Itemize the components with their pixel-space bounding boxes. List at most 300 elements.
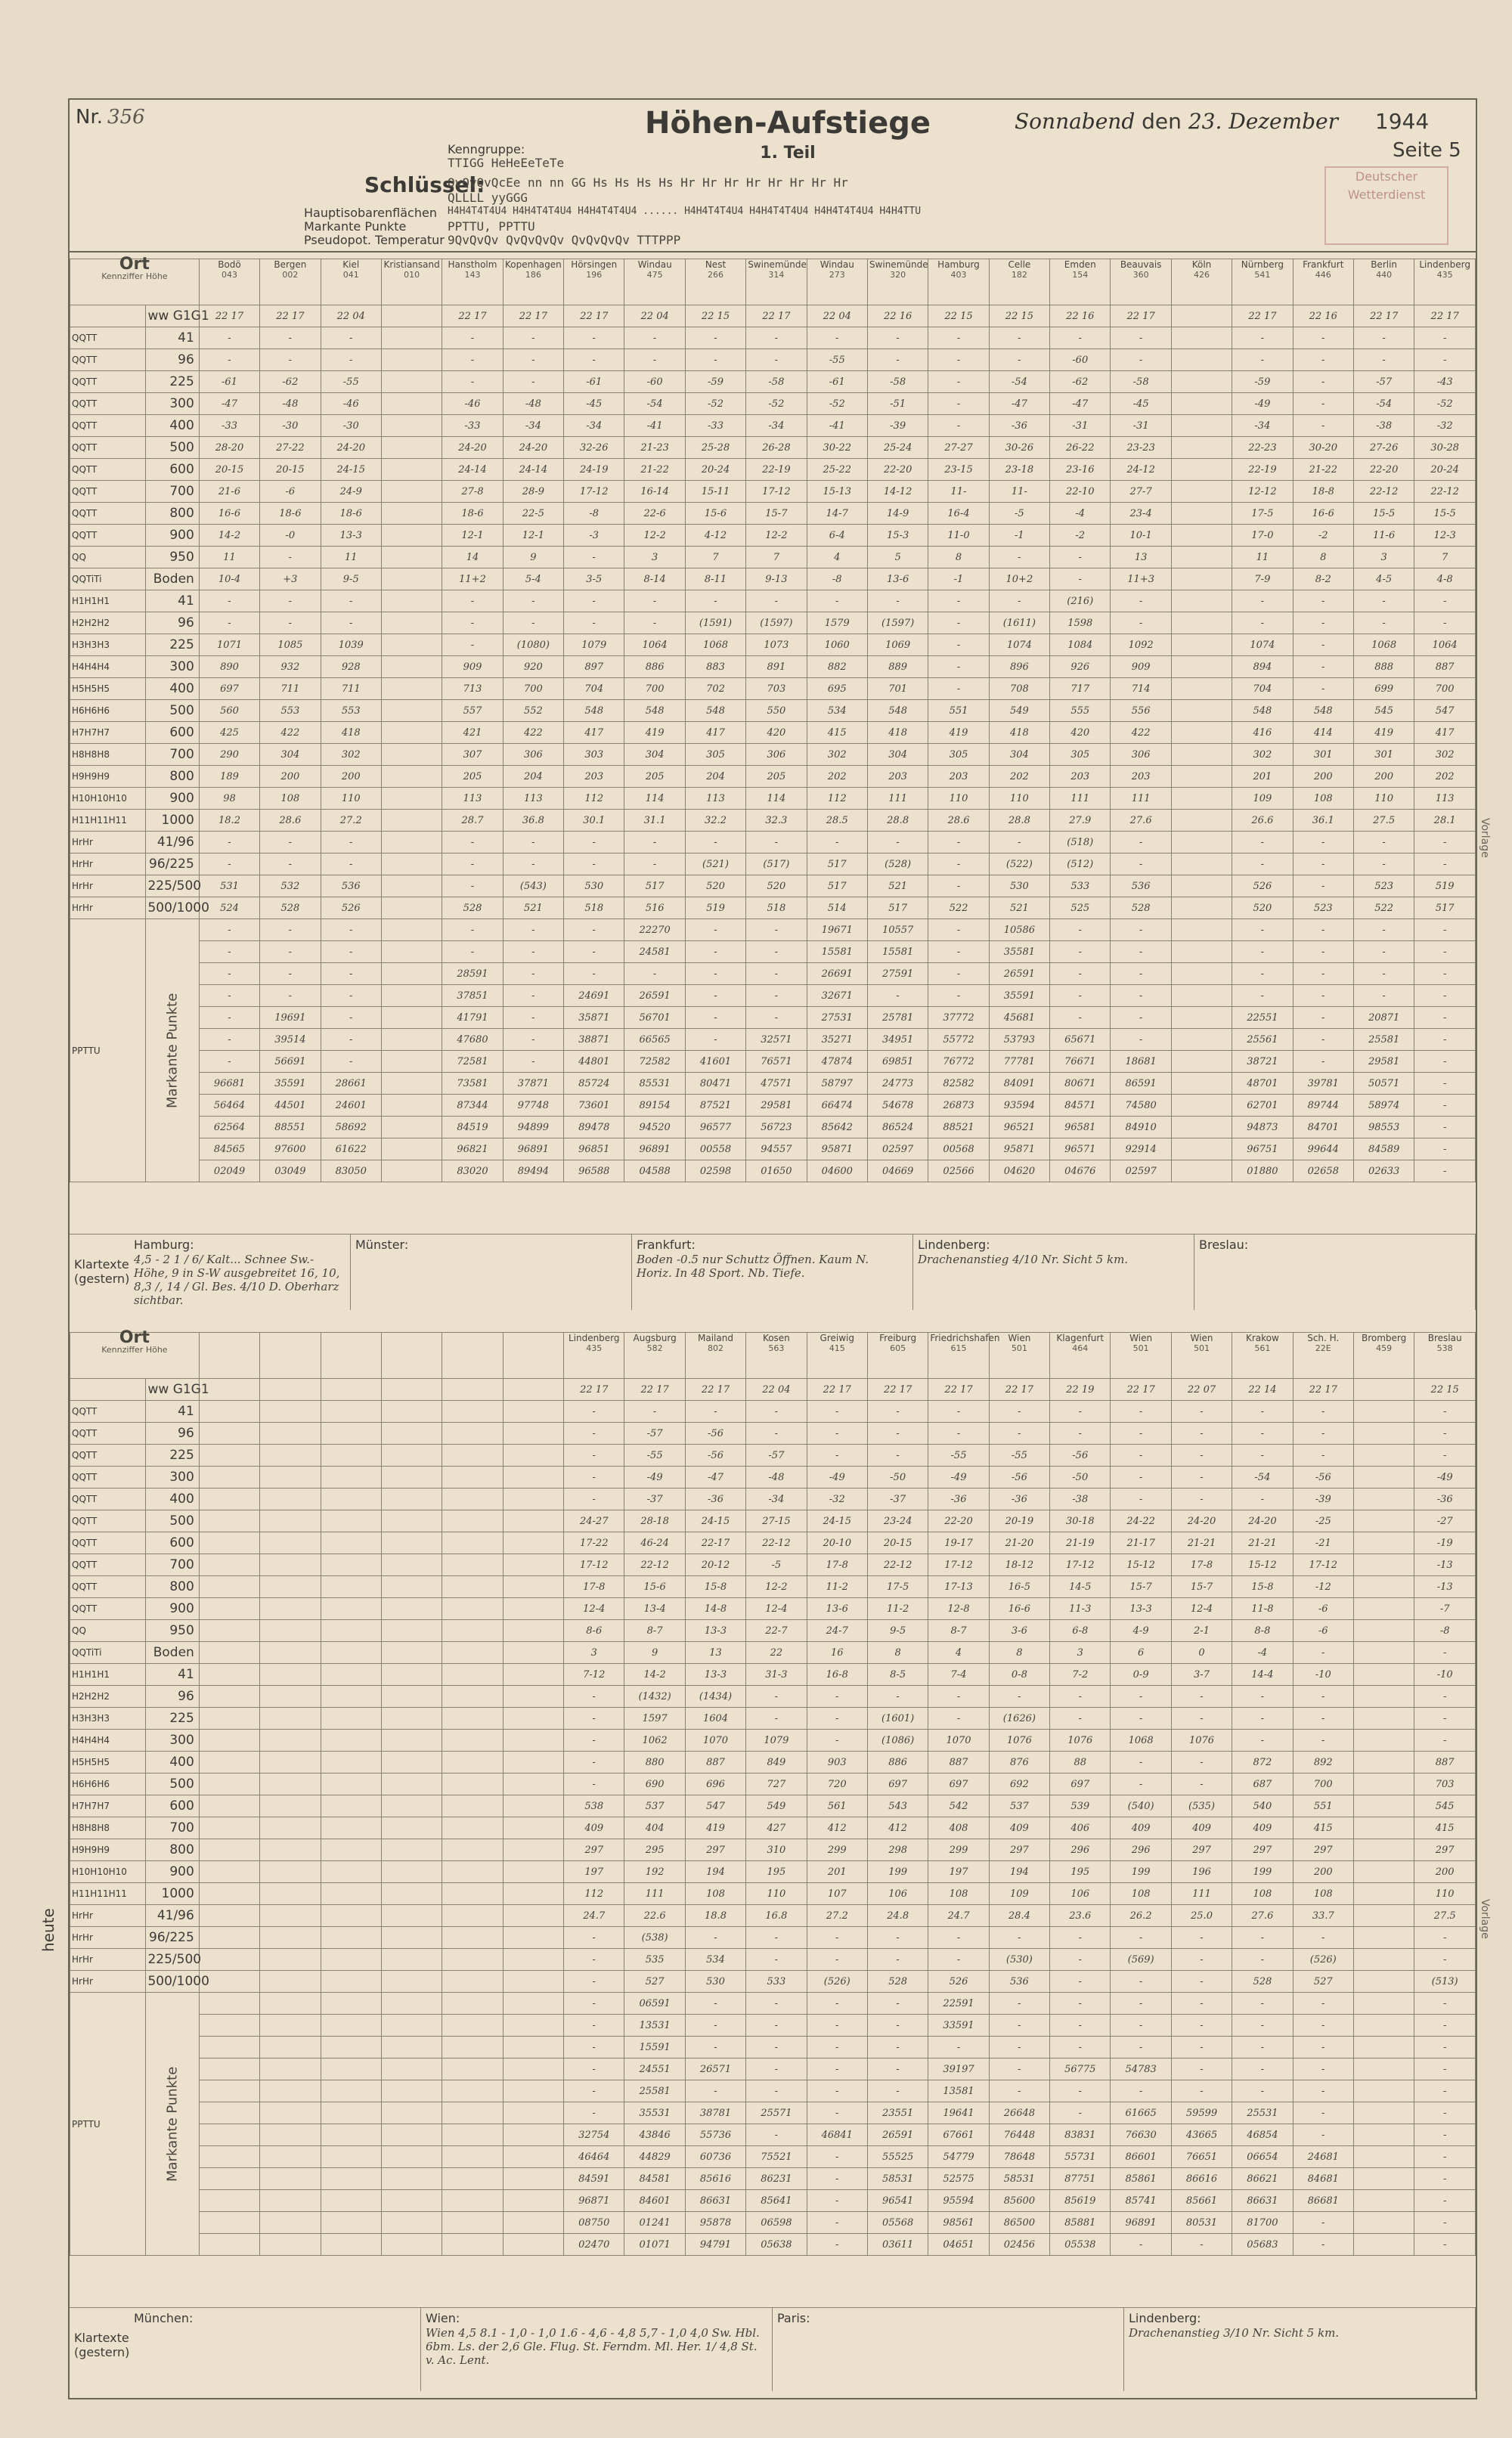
markante-cell: 24601	[321, 1095, 381, 1117]
value-cell: 849	[746, 1752, 807, 1774]
klartext-city: Breslau:	[1199, 1238, 1249, 1252]
value-cell: -49	[624, 1467, 685, 1489]
markante-cell: 04600	[807, 1160, 867, 1182]
empty-cell	[503, 1576, 563, 1598]
markante-cell: 18681	[1111, 1051, 1171, 1073]
value-cell: 22-19	[1232, 459, 1293, 481]
markante-cell: 56464	[199, 1095, 259, 1117]
value-cell: 7	[1414, 547, 1476, 568]
value-cell: 20-10	[807, 1532, 867, 1554]
value-cell: 203	[928, 766, 989, 788]
markante-cell: 66565	[624, 1029, 685, 1051]
markante-cell: 59599	[1171, 2102, 1232, 2124]
value-cell: 22 15	[1414, 1379, 1476, 1401]
markante-cell: 96577	[685, 1117, 745, 1138]
value-cell: 108	[1111, 1883, 1171, 1905]
markante-cell	[1171, 1160, 1232, 1182]
value-cell: -	[260, 349, 321, 371]
value-cell: -	[1111, 832, 1171, 853]
station-code: 541	[1254, 270, 1271, 280]
empty-cell	[442, 1927, 503, 1949]
value-cell	[1353, 1401, 1414, 1423]
value-cell: 557	[442, 700, 503, 722]
empty-cell	[321, 2102, 381, 2124]
markante-cell: -	[503, 941, 563, 963]
empty-cell	[381, 2102, 442, 2124]
value-cell: -	[1171, 1423, 1232, 1445]
station-header	[321, 259, 381, 305]
markante-cell: 10557	[867, 919, 928, 941]
value-cell: 21-6	[199, 481, 259, 503]
value-cell: -	[1293, 1686, 1353, 1708]
value-cell: 10-4	[199, 568, 259, 590]
row-label: 225	[146, 1708, 199, 1730]
station-name: Hanstholm	[448, 259, 497, 270]
value-cell: 21-22	[1293, 459, 1353, 481]
value-cell: 697	[1050, 1774, 1111, 1795]
value-cell: -	[746, 1401, 807, 1423]
value-cell: 702	[685, 678, 745, 700]
markante-cell	[381, 1095, 442, 1117]
value-cell: 421	[442, 722, 503, 744]
markante-cell: -	[1171, 2234, 1232, 2256]
row-label: 900	[146, 788, 199, 810]
value-cell: 3	[624, 547, 685, 568]
value-cell: -	[503, 612, 563, 634]
markante-cell: 61665	[1111, 2102, 1171, 2124]
value-cell: 1074	[989, 634, 1049, 656]
value-cell: 14-5	[1050, 1576, 1111, 1598]
empty-cell	[381, 1620, 442, 1642]
klartext-city: München:	[134, 2311, 194, 2325]
markante-cell: 87344	[442, 1095, 503, 1117]
empty-cell	[503, 2059, 563, 2080]
empty-cell	[442, 2059, 503, 2080]
value-cell	[381, 503, 442, 525]
value-cell: -	[807, 1927, 867, 1949]
station-header	[1414, 259, 1476, 305]
value-cell: 205	[442, 766, 503, 788]
value-cell: 28.8	[989, 810, 1049, 832]
markante-cell: 66474	[807, 1095, 867, 1117]
markante-cell: 04620	[989, 1160, 1049, 1182]
value-cell: 110	[1353, 788, 1414, 810]
page-title: Höhen-Aufstiege	[644, 106, 931, 141]
empty-cell	[503, 1379, 563, 1401]
value-cell: -13	[1414, 1576, 1476, 1598]
row-key: H4H4H4	[70, 656, 146, 678]
value-cell: -	[1232, 612, 1293, 634]
empty-cell	[381, 1774, 442, 1795]
station-code: 605	[890, 1343, 906, 1353]
empty-cell	[503, 1642, 563, 1664]
value-cell: -	[1111, 349, 1171, 371]
value-cell	[1353, 1423, 1414, 1445]
value-cell: 24-19	[564, 459, 624, 481]
klartext-box	[70, 1234, 351, 1310]
row-key: H6H6H6	[70, 700, 146, 722]
empty-cell	[321, 1971, 381, 1993]
value-cell: -	[1050, 547, 1111, 568]
value-cell: 8-5	[867, 1664, 928, 1686]
value-cell: 528	[867, 1971, 928, 1993]
empty-cell	[260, 2080, 321, 2102]
markante-cell: -	[1293, 941, 1353, 963]
value-cell: 27.9	[1050, 810, 1111, 832]
markante-cell: 94520	[624, 1117, 685, 1138]
row-key: HrHr	[70, 1949, 146, 1971]
value-cell: -	[1171, 1927, 1232, 1949]
value-cell: 25-22	[807, 459, 867, 481]
markante-cell	[1353, 2124, 1414, 2146]
markante-cell: 56691	[260, 1051, 321, 1073]
value-cell	[381, 371, 442, 393]
value-cell: -59	[1232, 371, 1293, 393]
markante-row	[70, 1160, 1476, 1182]
value-cell: -	[1171, 1971, 1232, 1993]
empty-cell	[381, 1730, 442, 1752]
value-cell: -21	[1293, 1532, 1353, 1554]
value-cell: 18.2	[199, 810, 259, 832]
klartext-box	[1124, 2308, 1476, 2391]
value-cell: 417	[564, 722, 624, 744]
row-key: H1H1H1	[70, 590, 146, 612]
markante-cell: -	[564, 919, 624, 941]
value-cell: -	[1111, 327, 1171, 349]
value-cell	[1171, 547, 1232, 568]
value-cell: -34	[746, 415, 807, 437]
row-key: HrHr	[70, 832, 146, 853]
value-cell: -	[260, 327, 321, 349]
value-cell: 113	[503, 788, 563, 810]
value-cell: -	[1414, 853, 1476, 875]
station-code: 563	[768, 1343, 785, 1353]
value-cell: -	[1293, 853, 1353, 875]
empty-cell	[260, 1971, 321, 1993]
value-cell: 17-8	[807, 1554, 867, 1576]
value-cell: -	[624, 349, 685, 371]
markante-cell: -	[564, 963, 624, 985]
empty-cell	[199, 2015, 259, 2037]
table-row	[70, 327, 1476, 349]
value-cell: 713	[442, 678, 503, 700]
empty-cell	[381, 1401, 442, 1423]
markante-cell: 96571	[1050, 1138, 1111, 1160]
markante-cell: 76571	[746, 1051, 807, 1073]
value-cell: 412	[807, 1817, 867, 1839]
value-cell: 21-17	[1111, 1532, 1171, 1554]
empty-cell	[381, 1861, 442, 1883]
value-cell: -	[807, 327, 867, 349]
value-cell: -	[1353, 327, 1414, 349]
row-label: 225/500	[146, 875, 199, 897]
row-label: 225	[146, 1445, 199, 1467]
value-cell: -25	[1293, 1510, 1353, 1532]
station-name: Hamburg	[937, 259, 980, 270]
value-cell: -54	[624, 393, 685, 415]
markante-cell: -	[685, 2080, 745, 2102]
markante-cell: 84910	[1111, 1117, 1171, 1138]
value-cell: -	[1232, 1423, 1293, 1445]
markante-cell: -	[807, 2234, 867, 2256]
value-cell: 18.8	[685, 1905, 745, 1927]
markante-cell: 48701	[1232, 1073, 1293, 1095]
value-cell: -33	[685, 415, 745, 437]
empty-cell	[321, 2080, 381, 2102]
markante-cell: 10586	[989, 919, 1049, 941]
value-cell	[1353, 1883, 1414, 1905]
row-key	[70, 1379, 146, 1401]
value-cell	[1171, 393, 1232, 415]
markante-cell: 96891	[624, 1138, 685, 1160]
empty-cell	[199, 1774, 259, 1795]
markante-cell: 77781	[989, 1051, 1049, 1073]
empty-cell	[442, 2015, 503, 2037]
value-cell: -	[321, 612, 381, 634]
value-cell: -6	[1293, 1598, 1353, 1620]
row-key: HrHr	[70, 853, 146, 875]
markante-cell: 85531	[624, 1073, 685, 1095]
value-cell: 302	[1414, 744, 1476, 766]
empty-cell	[321, 1489, 381, 1510]
value-cell: 523	[1293, 897, 1353, 919]
empty-cell	[260, 1401, 321, 1423]
station-header	[1353, 259, 1414, 305]
value-cell: 11-3	[1050, 1598, 1111, 1620]
row-label: 400	[146, 1752, 199, 1774]
value-cell: -	[1414, 349, 1476, 371]
markante-cell: -	[1171, 2059, 1232, 2080]
value-cell: -	[746, 327, 807, 349]
value-cell: 4	[807, 547, 867, 568]
page-number: Seite 5	[1393, 139, 1461, 162]
markante-cell: -	[1293, 2102, 1353, 2124]
value-cell: -	[685, 1401, 745, 1423]
value-cell: -	[1050, 1949, 1111, 1971]
value-cell: -	[1111, 853, 1171, 875]
value-cell: 926	[1050, 656, 1111, 678]
empty-cell	[199, 1401, 259, 1423]
value-cell	[381, 853, 442, 875]
value-cell: 11-2	[867, 1598, 928, 1620]
value-cell: 528	[1232, 1971, 1293, 1993]
value-cell: 8-8	[1232, 1620, 1293, 1642]
value-cell: 46-24	[624, 1532, 685, 1554]
value-cell: 24-20	[321, 437, 381, 459]
value-cell: 717	[1050, 678, 1111, 700]
row-key: QQTT	[70, 1598, 146, 1620]
value-cell: -43	[1414, 371, 1476, 393]
station-header	[1293, 259, 1353, 305]
empty-cell	[381, 1576, 442, 1598]
value-cell: 108	[260, 788, 321, 810]
empty-cell	[381, 2190, 442, 2212]
value-cell: -	[1293, 327, 1353, 349]
markante-cell: 86681	[1293, 2190, 1353, 2212]
row-label: 41	[146, 590, 199, 612]
markante-cell: 84581	[624, 2168, 685, 2190]
value-cell: 305	[685, 744, 745, 766]
markante-cell: 15581	[867, 941, 928, 963]
empty-cell	[199, 1598, 259, 1620]
station-header	[867, 259, 928, 305]
markante-cell: -	[1414, 963, 1476, 985]
empty-cell	[381, 1532, 442, 1554]
value-cell: -	[564, 1686, 624, 1708]
station-header	[1050, 1333, 1111, 1379]
table-row	[70, 1905, 1476, 1927]
row-key: QQTiTi	[70, 568, 146, 590]
markante-cell: 98561	[928, 2212, 989, 2234]
table-row	[70, 875, 1476, 897]
value-cell: -	[746, 1708, 807, 1730]
station-header	[928, 259, 989, 305]
station-name: Berlin	[1371, 259, 1398, 270]
row-label: 950	[146, 547, 199, 568]
value-cell: 556	[1111, 700, 1171, 722]
value-cell: -48	[260, 393, 321, 415]
value-cell: 297	[1414, 1839, 1476, 1861]
value-cell: 539	[1050, 1795, 1111, 1817]
row-key: H3H3H3	[70, 634, 146, 656]
value-cell: -61	[199, 371, 259, 393]
value-cell: -34	[564, 415, 624, 437]
value-cell	[1353, 1620, 1414, 1642]
value-cell: -	[564, 1489, 624, 1510]
markante-cell: 46464	[564, 2146, 624, 2168]
value-cell: 111	[1050, 788, 1111, 810]
value-cell: -	[928, 1927, 989, 1949]
value-cell: -57	[746, 1445, 807, 1467]
markante-cell: 34951	[867, 1029, 928, 1051]
value-cell: 704	[564, 678, 624, 700]
station-name: Swinemünde	[748, 259, 807, 270]
empty-cell	[503, 1467, 563, 1489]
table-row	[70, 1598, 1476, 1620]
markante-cell: -	[199, 919, 259, 941]
value-cell	[1353, 1752, 1414, 1774]
row-label: 800	[146, 766, 199, 788]
markante-cell: 26648	[989, 2102, 1049, 2124]
value-cell: 98	[199, 788, 259, 810]
value-cell: 28-18	[624, 1510, 685, 1532]
value-cell	[381, 415, 442, 437]
value-cell: 10-1	[1111, 525, 1171, 547]
value-cell: 708	[989, 678, 1049, 700]
value-cell: 22-20	[1353, 459, 1414, 481]
value-cell: -	[928, 656, 989, 678]
value-cell: 422	[260, 722, 321, 744]
ort-header	[70, 255, 200, 305]
empty-cell	[381, 1554, 442, 1576]
station-header	[564, 259, 624, 305]
value-cell: -	[928, 1949, 989, 1971]
value-cell	[1353, 1379, 1414, 1401]
markante-cell: 81700	[1232, 2212, 1293, 2234]
value-cell: 15-8	[1232, 1576, 1293, 1598]
value-cell: -45	[564, 393, 624, 415]
value-cell: 107	[807, 1883, 867, 1905]
value-cell: 302	[321, 744, 381, 766]
value-cell: 1079	[746, 1730, 807, 1752]
markante-cell: -	[746, 2037, 807, 2059]
value-cell: 1064	[624, 634, 685, 656]
markante-row	[70, 1051, 1476, 1073]
markante-cell: -	[260, 919, 321, 941]
markante-cell: -	[1171, 2037, 1232, 2059]
empty-cell	[321, 1576, 381, 1598]
markante-cell: -	[564, 2015, 624, 2037]
row-key: QQTT	[70, 393, 146, 415]
markante-cell: 61622	[321, 1138, 381, 1160]
value-cell: -	[1293, 415, 1353, 437]
value-cell: -	[564, 327, 624, 349]
table-row	[70, 1642, 1476, 1664]
value-cell: -	[928, 832, 989, 853]
empty-cell	[321, 1554, 381, 1576]
value-cell: 27.2	[807, 1905, 867, 1927]
value-cell: 697	[928, 1774, 989, 1795]
markante-cell: 02456	[989, 2234, 1049, 2256]
empty-cell	[321, 1905, 381, 1927]
value-cell: 528	[260, 897, 321, 919]
value-cell: 203	[1050, 766, 1111, 788]
value-cell: -	[746, 1686, 807, 1708]
value-cell: 521	[503, 897, 563, 919]
value-cell: 17-12	[564, 1554, 624, 1576]
value-cell	[381, 547, 442, 568]
value-cell: 526	[1232, 875, 1293, 897]
value-cell: 530	[564, 875, 624, 897]
value-cell: 200	[1293, 1861, 1353, 1883]
empty-cell	[199, 1554, 259, 1576]
value-cell: -	[1111, 590, 1171, 612]
markante-cell: 06598	[746, 2212, 807, 2234]
value-cell: -	[260, 590, 321, 612]
value-cell: -	[1232, 1949, 1293, 1971]
markante-cell	[1353, 2102, 1414, 2124]
value-cell: 4	[928, 1642, 989, 1664]
markante-cell	[381, 1138, 442, 1160]
value-cell: 22 16	[1293, 305, 1353, 327]
value-cell: -	[1171, 1949, 1232, 1971]
markante-cell: -	[746, 963, 807, 985]
value-cell: 23-18	[989, 459, 1049, 481]
empty-cell	[503, 2015, 563, 2037]
klartext-city: Lindenberg:	[1129, 2311, 1201, 2325]
value-cell: 304	[624, 744, 685, 766]
value-cell: 108	[1293, 788, 1353, 810]
empty-cell	[503, 2102, 563, 2124]
markante-cell: 73581	[442, 1073, 503, 1095]
markante-cell: -	[199, 941, 259, 963]
station-header	[867, 1333, 928, 1379]
value-cell: -46	[442, 393, 503, 415]
value-cell: -	[1171, 1752, 1232, 1774]
row-label: 500/1000	[146, 1971, 199, 1993]
value-cell: 28-9	[503, 481, 563, 503]
value-cell: 536	[321, 875, 381, 897]
value-cell: -	[199, 832, 259, 853]
empty-cell	[260, 2015, 321, 2037]
value-cell	[1171, 634, 1232, 656]
row-key: QQ	[70, 547, 146, 568]
markante-cell: 25531	[1232, 2102, 1293, 2124]
markante-cell: -	[1414, 2080, 1476, 2102]
value-cell	[1353, 1664, 1414, 1686]
value-cell: -	[564, 349, 624, 371]
markante-cell: 32671	[807, 985, 867, 1007]
